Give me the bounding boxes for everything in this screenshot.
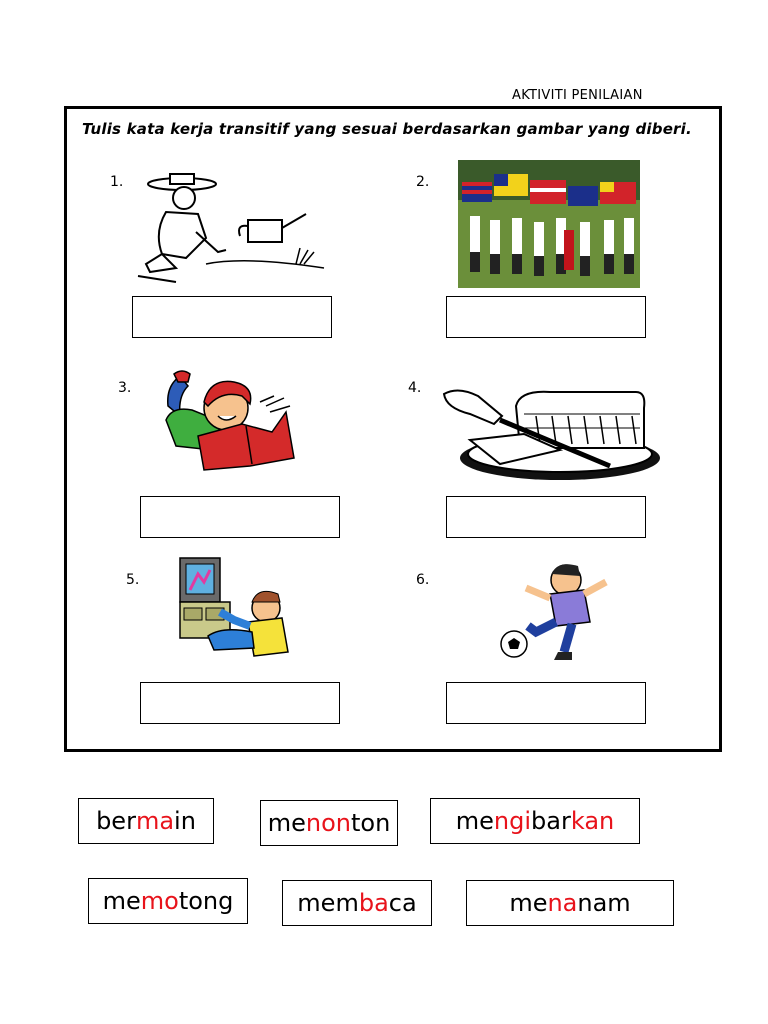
word-card[interactable]: [88, 878, 248, 924]
boy-reading-image: [162, 366, 300, 478]
item-number-5: 5.: [126, 572, 140, 588]
flag-parade-image: [458, 160, 640, 288]
word-segment: me: [102, 887, 141, 915]
instruction-text: Tulis kata kerja transitif yang sesuai berdasarkan gambar yang diberi.: [82, 120, 692, 138]
word-segment: nam: [577, 889, 631, 917]
item-number-3: 3.: [118, 380, 132, 396]
cutting-bread-image: [440, 384, 662, 484]
word-segment: mo: [140, 887, 179, 915]
word-card[interactable]: [260, 800, 398, 846]
item-number-1: 1.: [110, 174, 124, 190]
boy-watching-tv-image: [178, 556, 296, 668]
gardener-planting-image: [136, 172, 326, 290]
answer-box-6[interactable]: [446, 682, 646, 724]
word-card[interactable]: [282, 880, 432, 926]
boy-kicking-ball-image: [498, 560, 622, 664]
answer-box-1[interactable]: [132, 296, 332, 338]
word-segment: kan: [570, 807, 615, 835]
word-segment: ton: [350, 809, 391, 837]
word-card[interactable]: [466, 880, 674, 926]
item-number-6: 6.: [416, 572, 430, 588]
answer-box-4[interactable]: [446, 496, 646, 538]
word-segment: me: [267, 809, 306, 837]
word-segment: ca: [388, 889, 417, 917]
word-segment: me: [509, 889, 548, 917]
item-number-4: 4.: [408, 380, 422, 396]
activity-header: AKTIVITI PENILAIAN: [512, 88, 643, 103]
item-number-2: 2.: [416, 174, 430, 190]
answer-box-2[interactable]: [446, 296, 646, 338]
word-segment: bar: [531, 807, 571, 835]
word-card[interactable]: [78, 798, 214, 844]
word-segment: ma: [135, 807, 175, 835]
word-segment: me: [455, 807, 494, 835]
word-segment: in: [174, 807, 196, 835]
answer-box-3[interactable]: [140, 496, 340, 538]
word-segment: ngi: [493, 807, 532, 835]
word-segment: non: [305, 809, 351, 837]
word-card[interactable]: [430, 798, 640, 844]
answer-box-5[interactable]: [140, 682, 340, 724]
word-segment: tong: [178, 887, 234, 915]
word-segment: ba: [358, 889, 389, 917]
word-segment: na: [547, 889, 578, 917]
word-segment: mem: [297, 889, 359, 917]
word-segment: ber: [96, 807, 136, 835]
